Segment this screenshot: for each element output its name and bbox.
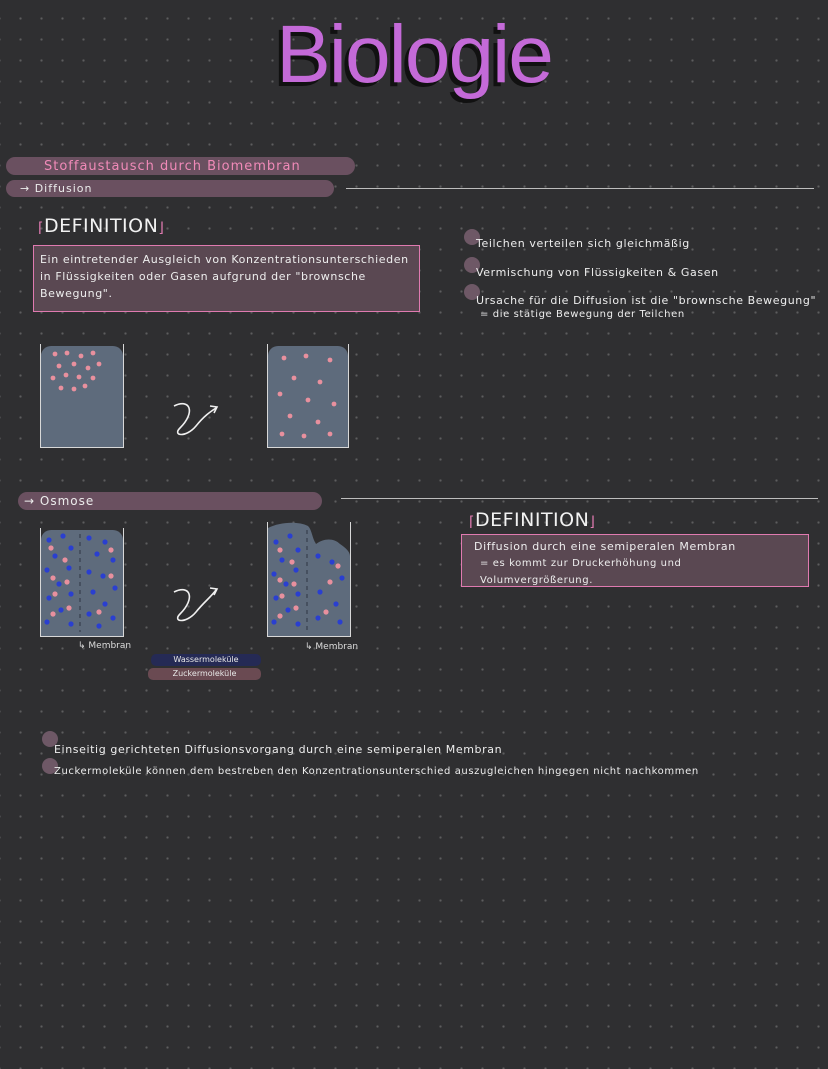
membrane-label: ↳ Membran bbox=[78, 641, 132, 651]
particles-clustered bbox=[41, 344, 123, 447]
legend-sugar: Zuckermoleküle bbox=[148, 668, 261, 680]
osmose-heading: → Osmose bbox=[24, 494, 95, 508]
osmosis-beaker-after bbox=[267, 522, 351, 637]
note-item: Ursache für die Diffusion ist die "brownsche Bewegung" bbox=[476, 294, 817, 307]
note-item: Teilchen verteilen sich gleichmäßig bbox=[476, 237, 690, 250]
arrow-icon bbox=[168, 396, 222, 440]
page-title: Biologie bbox=[276, 9, 552, 100]
definition-heading: ⌈DEFINITION⌋ bbox=[38, 215, 165, 237]
definition-line: = es kommt zur Druckerhöhung und Volumvergrößerung. bbox=[480, 558, 682, 586]
definition-box: Ein eintretender Ausgleich von Konzentrationsunterschieden in Flüssigkeiten oder Gasen aufgrund der "brownsche Bewegung". bbox=[33, 245, 420, 312]
definition-box bbox=[461, 534, 809, 587]
divider-line bbox=[346, 188, 814, 189]
bracket-open: ⌈ bbox=[38, 220, 44, 236]
divider-line bbox=[341, 498, 818, 499]
definition-line: Diffusion durch eine semiperalen Membran bbox=[474, 540, 736, 553]
osmosis-particles-after bbox=[268, 522, 350, 636]
note-item: Einseitig gerichteten Diffusionsvorgang durch eine semiperalen Membran bbox=[54, 743, 503, 756]
beaker-before bbox=[40, 344, 124, 448]
bracket-close: ⌋ bbox=[589, 514, 596, 530]
membrane-label: ↳ Membran bbox=[305, 642, 359, 652]
section-title: Stoffaustausch durch Biomembran bbox=[44, 159, 301, 174]
diffusion-heading: → Diffusion bbox=[20, 182, 93, 195]
bracket-close: ⌋ bbox=[158, 220, 165, 236]
osmosis-particles-before bbox=[41, 528, 123, 636]
particles-distributed bbox=[268, 344, 348, 447]
beaker-after bbox=[267, 344, 349, 448]
bracket-open: ⌈ bbox=[469, 514, 475, 530]
legend-water: Wassermoleküle bbox=[151, 654, 261, 666]
arrow-icon bbox=[168, 582, 222, 626]
note-item: Vermischung von Flüssigkeiten & Gasen bbox=[476, 266, 719, 279]
note-item: = die stätige Bewegung der Teilchen bbox=[480, 309, 685, 320]
note-item: Zuckermoleküle können dem bestreben den Konzentrationsunterschied auszugleichen hingegen nicht nachkommen bbox=[54, 766, 699, 777]
definition-heading: ⌈DEFINITION⌋ bbox=[469, 509, 596, 531]
osmosis-beaker-before bbox=[40, 528, 124, 637]
